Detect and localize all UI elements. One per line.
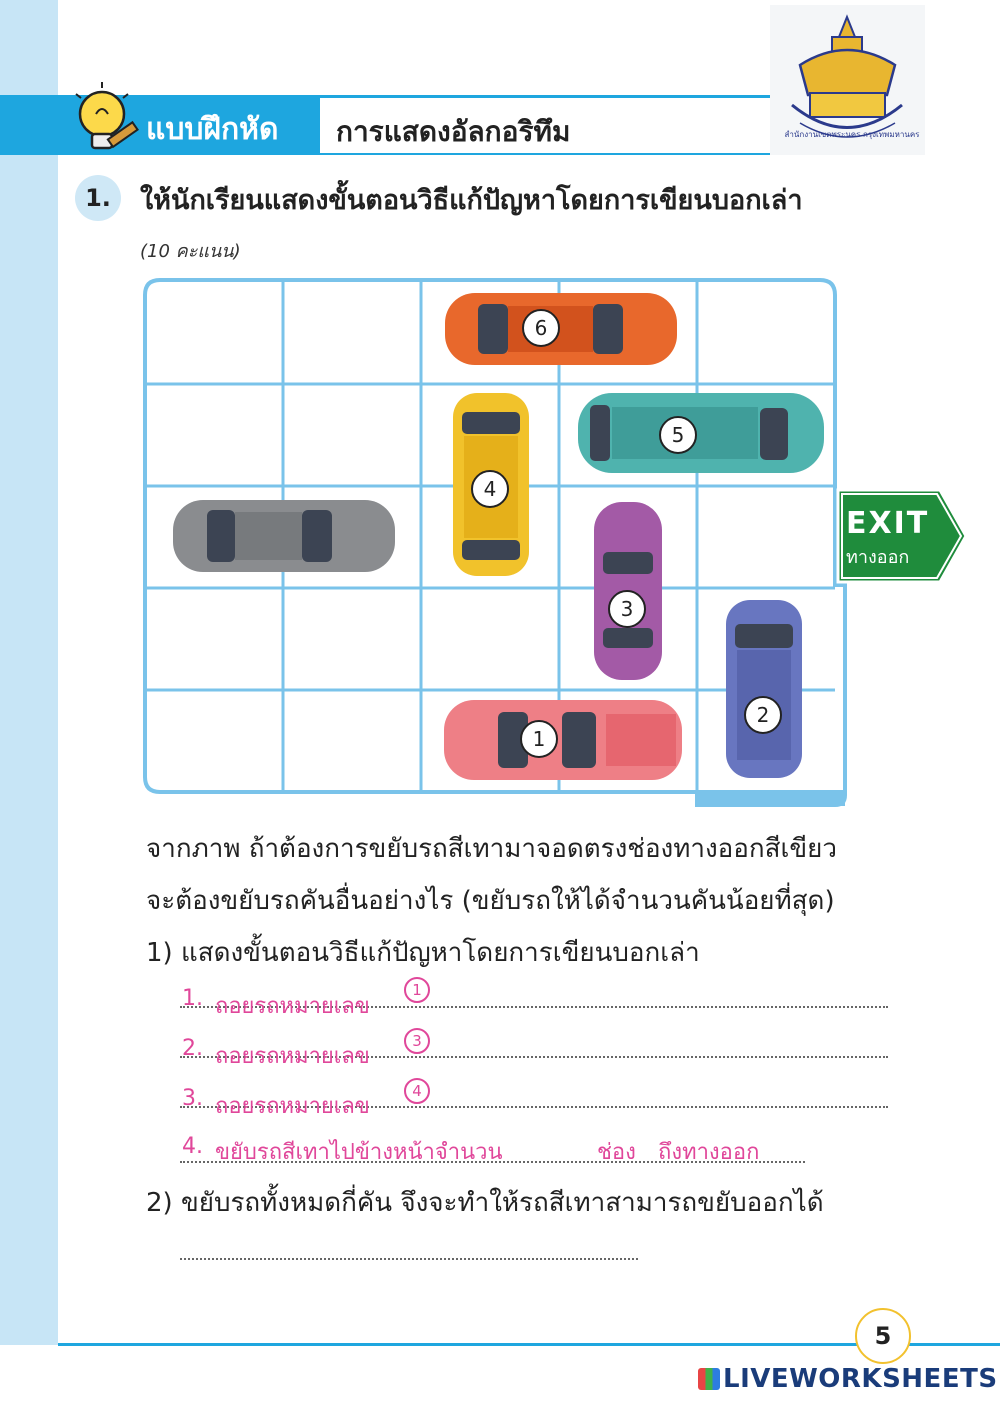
car-label-3: 3 [608,590,646,628]
answer-4-blank[interactable] [540,1134,590,1160]
answer-4-num: 4. [182,1134,203,1159]
car-label-4: 4 [471,470,509,508]
car-label-2: 2 [744,696,782,734]
paragraph-line-2: จะต้องขยับรถคันอื่นอย่างไร (ขยับรถให้ได้จำนวนคันน้อยที่สุด) [146,886,835,916]
question-text: ให้นักเรียนแสดงขั้นตอนวิธีแก้ปัญหาโดยการเขียนบอกเล่า [140,185,803,216]
answer-4-text-c: ถึงทางออก [658,1140,760,1165]
subquestion-1: 1) แสดงขั้นตอนวิธีแก้ปัญหาโดยการเขียนบอกเล่า [146,938,700,968]
header-title: การแสดงอัลกอริทึม [336,115,571,148]
answer-3-text: ถอยรถหมายเลข [215,1094,370,1119]
answer-1-num: 1. [182,986,203,1011]
answer-1-circled: 1 [404,977,430,1003]
car-5 [578,393,824,473]
question-score: (10 คะแนน) [140,241,241,262]
car-1 [444,700,682,780]
header-label: แบบฝึกหัด [146,112,279,147]
car-gray [173,500,395,572]
side-strip [0,0,58,1345]
car-label-5: 5 [659,416,697,454]
car-2 [726,600,802,778]
emblem-text: สำนักงานเขตพระนคร กรุงเทพมหานคร [784,130,920,139]
paragraph-line-1: จากภาพ ถ้าต้องการขยับรถสีเทามาจอดตรงช่องทางออกสีเขียว [146,834,838,864]
car-6 [445,293,677,365]
answer-line-5[interactable] [180,1258,638,1260]
car-label-6: 6 [522,309,560,347]
liveworksheets-icon [698,1368,720,1390]
answer-2-text: ถอยรถหมายเลข [215,1044,370,1069]
answer-4-text-a: ขยับรถสีเทาไปข้างหน้าจำนวน [215,1140,503,1165]
subquestion-2: 2) ขยับรถทั้งหมดกี่คัน จึงจะทำให้รถสีเทาสามารถขยับออกได้ [146,1188,824,1218]
answer-3-num: 3. [182,1086,203,1111]
exit-sublabel: ทางออก [846,547,910,568]
answer-1-text: ถอยรถหมายเลข [215,994,370,1019]
brand-logo[interactable] [698,1364,998,1394]
brand-text: LIVEWORKSHEETS [723,1364,998,1394]
answer-4-text-b: ช่อง [597,1140,636,1165]
answer-2-circled: 3 [404,1028,430,1054]
header-line-top [320,95,770,98]
page-number: 5 [855,1308,911,1364]
lightbulb-icon [68,80,140,160]
answer-3-circled: 4 [404,1078,430,1104]
car-label-1: 1 [520,720,558,758]
question-number: 1. [75,175,121,221]
exit-label: EXIT [846,506,930,541]
answer-2-num: 2. [182,1036,203,1061]
